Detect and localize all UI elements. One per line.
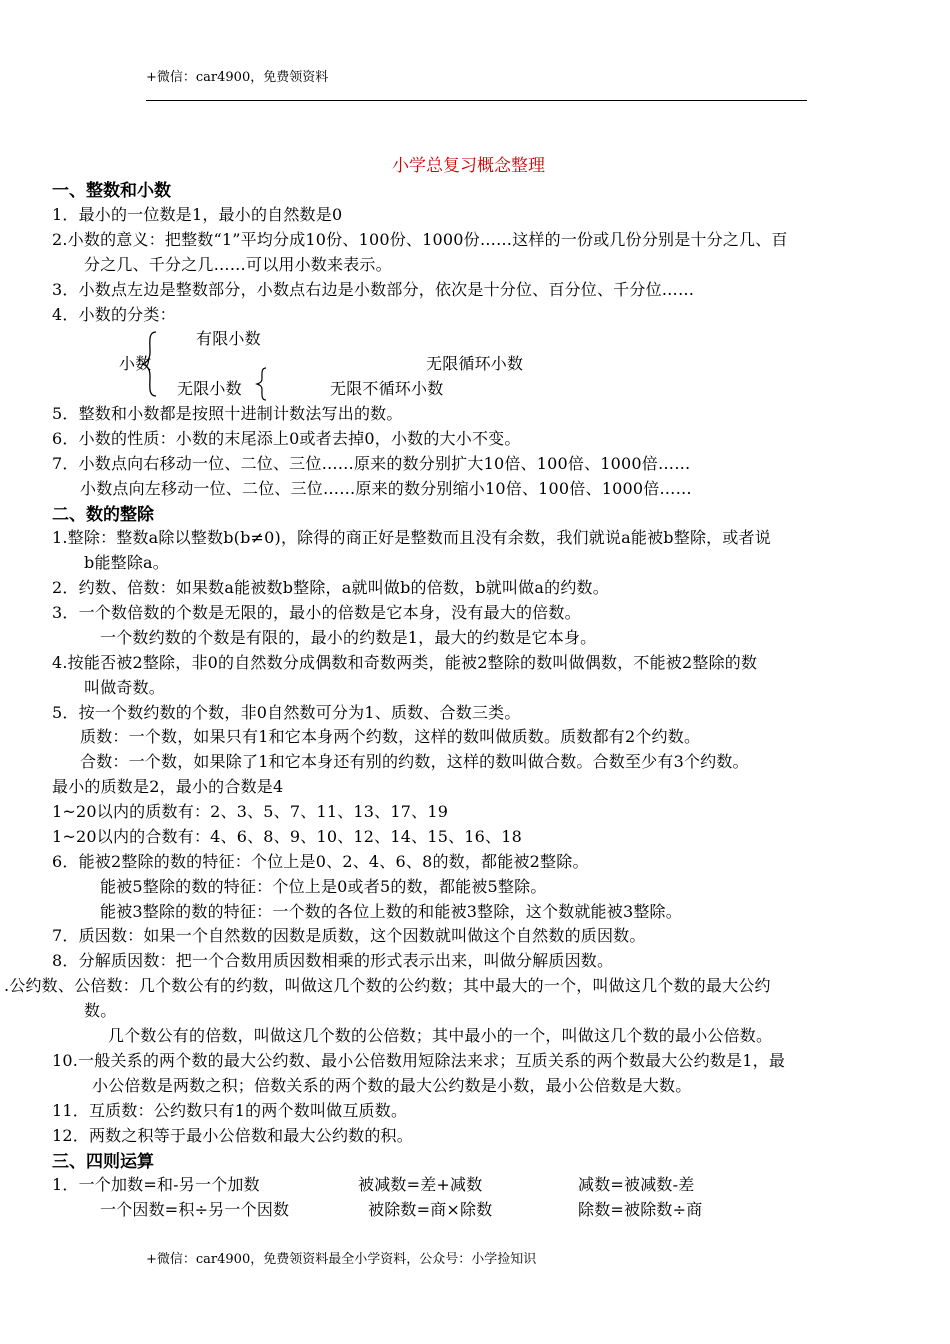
sub-classification-brace-icon <box>255 367 269 401</box>
text-line: 小公倍数是两数之积；倍数关系的两个数的最大公约数是小数，最小公倍数是大数。 <box>92 1076 692 1095</box>
formula-addend: 1．一个加数=和-另一个加数 <box>52 1175 260 1194</box>
text-line: 1．最小的一位数是1，最小的自然数是0 <box>52 205 343 224</box>
formula-dividend: 被除数=商×除数 <box>368 1200 493 1219</box>
section-heading-divisibility: 二、数的整除 <box>52 505 154 525</box>
text-line: 几个数公有的倍数，叫做这几个数的公倍数；其中最小的一个，叫做这几个数的最小公倍数。 <box>108 1026 773 1045</box>
text-line: 6．能被2整除的数的特征：个位上是0、2、4、6、8的数，都能被2整除。 <box>52 852 589 871</box>
text-line: 1~20以内的质数有：2、3、5、7、11、13、17、19 <box>52 802 449 821</box>
text-line: 5．整数和小数都是按照十进制计数法写出的数。 <box>52 404 403 423</box>
text-line: 3．小数点左边是整数部分，小数点右边是小数部分，依次是十分位、百分位、千分位…… <box>52 280 695 299</box>
text-line: 能被5整除的数的特征：个位上是0或者5的数，都能被5整除。 <box>100 877 547 896</box>
text-line: 5．按一个数约数的个数，非0自然数可分为1、质数、合数三类。 <box>52 703 521 722</box>
formula-minuend: 被减数=差+减数 <box>358 1175 483 1194</box>
text-line: 8．分解质因数：把一个合数用质因数相乘的形式表示出来，叫做分解质因数。 <box>52 951 614 970</box>
text-line: 4．小数的分类： <box>52 305 176 324</box>
text-line: 最小的质数是2，最小的合数是4 <box>52 777 284 796</box>
page-footer: +微信：car4900，免费领资料最全小学资料，公众号：小学捡知识 <box>146 1252 537 1267</box>
text-line: 3．一个数倍数的个数是无限的，最小的倍数是它本身，没有最大的倍数。 <box>52 603 581 622</box>
formula-factor: 一个因数=积÷另一个因数 <box>100 1200 290 1219</box>
diagram-infinite-decimal: 无限小数 <box>177 379 242 398</box>
text-line: 合数：一个数，如果除了1和它本身还有别的约数，这样的数叫做合数。合数至少有3个约数。 <box>80 752 749 771</box>
diagram-finite-decimal: 有限小数 <box>196 329 261 348</box>
text-line: 10.一般关系的两个数的最大公约数、最小公倍数用短除法来求；互质关系的两个数最大公约数是1，最 <box>52 1051 786 1070</box>
text-line: 2.小数的意义：把整数“1”平均分成10份、100份、1000份……这样的一份或几份分别是十分之几、百 <box>52 230 788 249</box>
text-line: 能被3整除的数的特征：一个数的各位上数的和能被3整除，这个数就能被3整除。 <box>100 902 682 921</box>
section-heading-arithmetic: 三、四则运算 <box>52 1152 154 1172</box>
classification-brace-icon <box>140 330 160 398</box>
text-line: 质数：一个数，如果只有1和它本身两个约数，这样的数叫做质数。质数都有2个约数。 <box>80 727 701 746</box>
text-line: 7．质因数：如果一个自然数的因数是质数，这个因数就叫做这个自然数的质因数。 <box>52 926 646 945</box>
formula-divisor: 除数=被除数÷商 <box>578 1200 703 1219</box>
section-heading-integers-decimals: 一、整数和小数 <box>52 181 171 201</box>
page-header: +微信：car4900，免费领资料 <box>146 70 329 85</box>
text-line: 分之几、千分之几……可以用小数来表示。 <box>84 255 392 274</box>
diagram-nonrepeating-decimal: 无限不循环小数 <box>330 379 444 398</box>
text-line: 小数点向左移动一位、二位、三位……原来的数分别缩小10倍、100倍、1000倍…… <box>80 479 692 498</box>
text-line: 1~20以内的合数有：4、6、8、9、10、12、14、15、16、18 <box>52 827 523 846</box>
text-line: 1.整除：整数a除以整数b(b≠0)，除得的商正好是整数而且没有余数，我们就说a能被b整除，或者说 <box>52 528 771 547</box>
text-line: 7．小数点向右移动一位、二位、三位……原来的数分别扩大10倍、100倍、1000倍…… <box>52 454 691 473</box>
document-title: 小学总复习概念整理 <box>392 156 545 176</box>
text-line: 叫做奇数。 <box>84 678 166 697</box>
formula-subtrahend: 减数=被减数-差 <box>578 1175 695 1194</box>
text-line: 4.按能否被2整除，非0的自然数分成偶数和奇数两类，能被2整除的数叫做偶数，不能被2整除的数 <box>52 653 758 672</box>
diagram-root-decimal: 小数 <box>119 354 152 373</box>
diagram-repeating-decimal: 无限循环小数 <box>426 354 524 373</box>
text-line: 11．互质数：公约数只有1的两个数叫做互质数。 <box>52 1101 408 1120</box>
text-line: 一个数约数的个数是有限的，最小的约数是1，最大的约数是它本身。 <box>100 628 597 647</box>
text-line: 数。 <box>84 1001 117 1020</box>
text-line: .公约数、公倍数：几个数公有的约数，叫做这几个数的公约数；其中最大的一个，叫做这几个数的最大公约 <box>4 976 771 995</box>
header-rule <box>146 100 807 101</box>
text-line: 12．两数之积等于最小公倍数和最大公约数的积。 <box>52 1126 413 1145</box>
text-line: 2．约数、倍数：如果数a能被数b整除，a就叫做b的倍数，b就叫做a的约数。 <box>52 578 609 597</box>
text-line: 6．小数的性质：小数的末尾添上0或者去掉0，小数的大小不变。 <box>52 429 521 448</box>
text-line: b能整除a。 <box>84 553 169 572</box>
